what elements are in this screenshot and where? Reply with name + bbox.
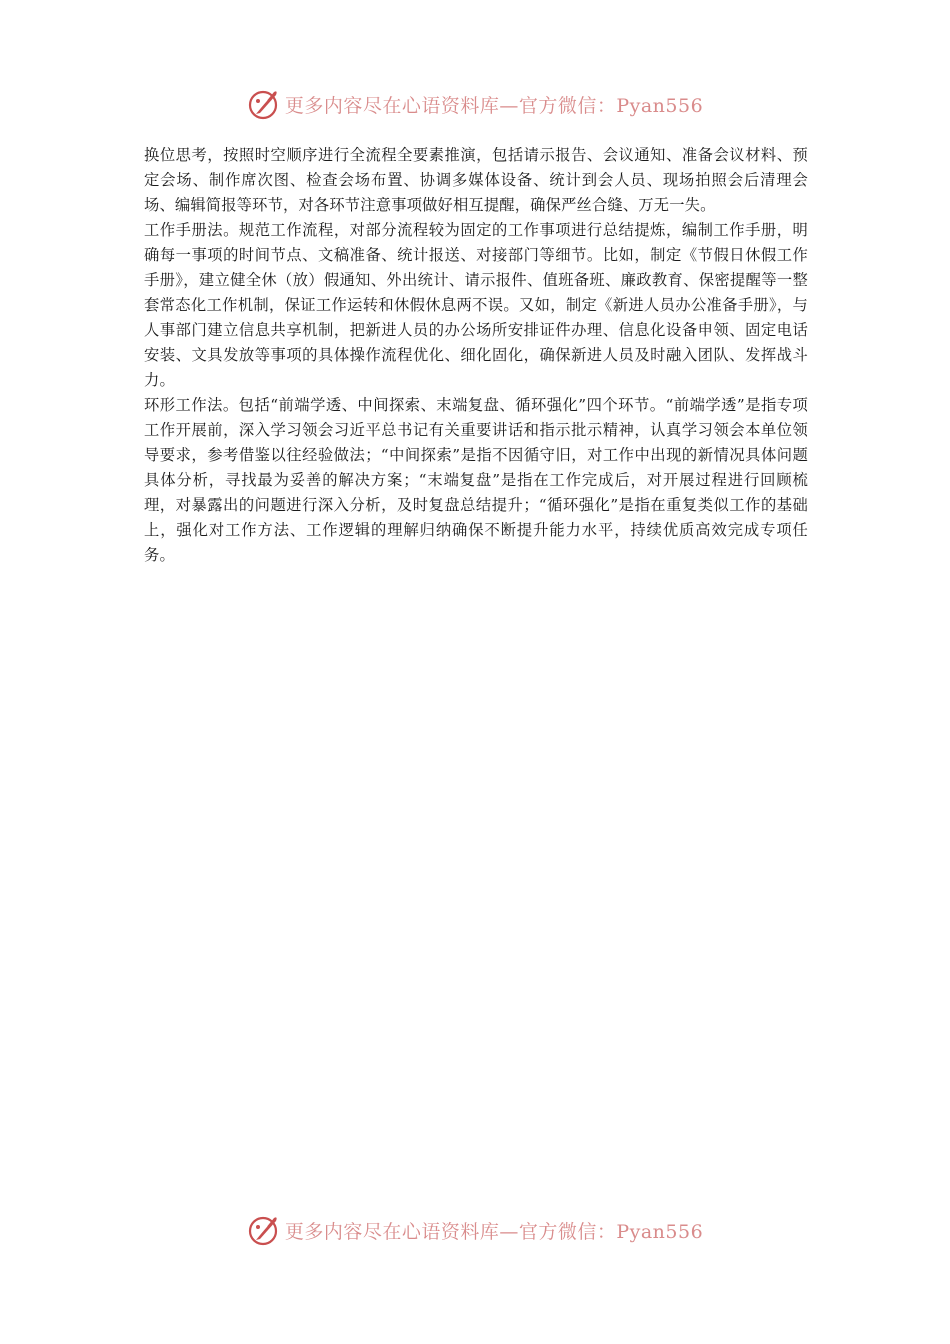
quill-pen-circle-icon xyxy=(247,1213,281,1247)
paragraph: 环形工作法。包括“前端学透、中间探索、末端复盘、循环强化”四个环节。“前端学透”是指专项工作开展前，深入学习领会习近平总书记有关重要讲话和指示批示精神，认真学习领会本单位领导要求，参考借鉴以往经验做法；“中间探索”是指不因循守旧，对工作中出现的新情况具体问题具体分析，寻找最为妥善的解决方案；“末端复盘”是指在工作完成后，对开展过程进行回顾梳理，对暴露出的问题进行深入分析，及时复盘总结提升；“循环强化”是指在重复类似工作的基础上，强化对工作方法、工作逻辑的理解归纳确保不断提升能力水平，持续优质高效完成专项任务。 xyxy=(144,396,808,564)
banner-text: 更多内容尽在心语资料库—官方微信：Pyan556 xyxy=(284,1220,704,1243)
footer-banner xyxy=(0,1210,950,1250)
banner-text: 更多内容尽在心语资料库—官方微信：Pyan556 xyxy=(284,94,704,117)
header-banner xyxy=(0,84,950,124)
document-body xyxy=(144,143,808,568)
paragraph: 换位思考，按照时空顺序进行全流程全要素推演，包括请示报告、会议通知、准备会议材料、预定会场、制作席次图、检查会场布置、协调多媒体设备、统计到会人员、现场拍照会后清理会场、编辑简报等环节，对各环节注意事项做好相互提醒，确保严丝合缝、万无一失。 xyxy=(144,146,808,214)
paragraph: 工作手册法。规范工作流程，对部分流程较为固定的工作事项进行总结提炼，编制工作手册，明确每一事项的时间节点、文稿准备、统计报送、对接部门等细节。比如，制定《节假日休假工作手册》，建立健全休（放）假通知、外出统计、请示报件、值班备班、廉政教育、保密提醒等一整套常态化工作机制，保证工作运转和休假休息两不误。又如，制定《新进人员办公准备手册》，与人事部门建立信息共享机制，把新进人员的办公场所安排证件办理、信息化设备申领、固定电话安装、文具发放等事项的具体操作流程优化、细化固化，确保新进人员及时融入团队、发挥战斗力。 xyxy=(144,221,808,389)
quill-pen-circle-icon xyxy=(247,87,281,121)
